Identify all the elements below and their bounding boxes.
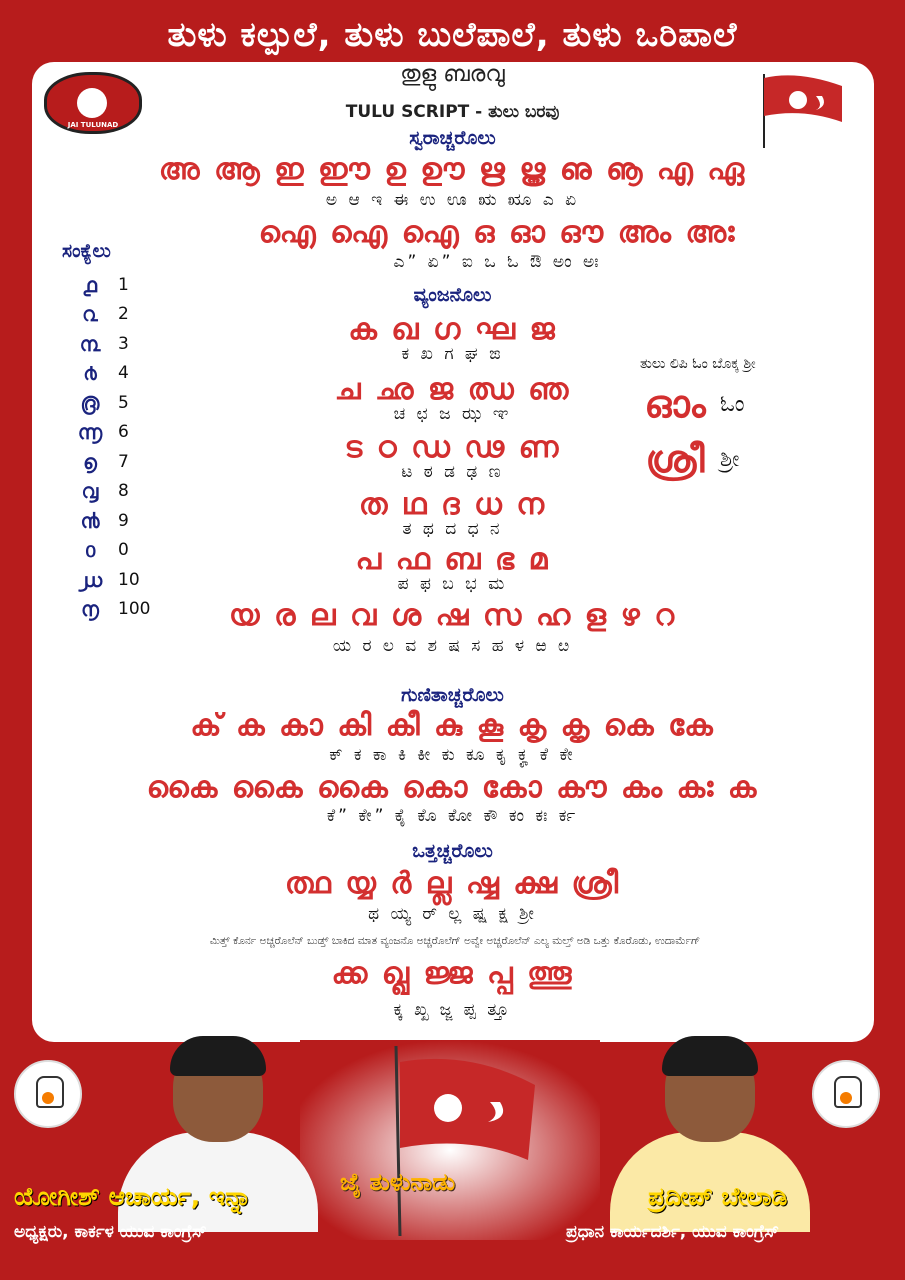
number-kannada: 7: [118, 451, 129, 472]
number-tulu: ൭: [83, 449, 97, 474]
right-person-name: ಪ್ರದೀಪ್ ಬೇಲಾಡಿ: [648, 1182, 788, 1211]
vowel-row1-tulu: അ ആ ഇ ഈ ഉ ഊ ഋ ൠ ഌ ൡ എ ഏ: [158, 152, 747, 187]
consonant-row-kannada: ಕ ಖ ಗ ಘ ಙ: [401, 344, 504, 364]
slogan-text: ತುಳು ಕಲ್ಪುಲೆ, ತುಳು ಬುಲೆಪಾಲೆ, ತುಳು ಒರಿಪಾಲೆ: [167, 15, 738, 55]
sri-kannada: ಶ್ರೀ: [720, 447, 740, 472]
vowel-row2-tulu: ഐ ഐ ഐ ഒ ഓ ഔ അം അഃ: [258, 215, 737, 250]
vowel-row1-kannada: ಅ ಆ ಇ ಈ ಉ ಊ ಋ ೠ ಎ ಏ: [325, 190, 580, 210]
sri-row: [640, 437, 860, 482]
ottu2-row-tulu: ക്ക ഖ്ഖ ജ്ജ പ്പ ത്തൂ: [331, 956, 574, 991]
consonant-row-tulu: ച ഛ ജ ഝ ഞ: [334, 372, 571, 407]
consonant-row-tulu: ക ഖ ഗ ഘ ജ: [348, 312, 557, 347]
om-sri-box: [640, 356, 860, 482]
left-person-role: ಅಧ್ಯಕ್ಷರು, ಕಾರ್ಕಳ ಯುವ ಕಾಂಗ್ರೆಸ್: [14, 1222, 207, 1242]
consonant-row-tulu: പ ഫ ബ ഭ മ: [355, 542, 550, 577]
number-kannada: 4: [118, 363, 129, 384]
vowel-row2-kannada: ಎ” ಏ” ಐ ಒ ಓ ಔ ಅಂ ಅಃ: [393, 252, 602, 272]
number-tulu: ൬: [77, 420, 103, 445]
title-tulu: തുളു ബരവു: [400, 62, 505, 87]
logo-text: JAI TULUNAD: [67, 121, 119, 129]
number-kannada: 0: [118, 540, 129, 561]
hand-dot-icon: [42, 1092, 54, 1104]
number-tulu: ൩: [79, 331, 101, 356]
number-tulu: ൱: [81, 597, 99, 622]
number-kannada: 3: [118, 333, 129, 354]
consonant-row-tulu: യ ര ല വ ശ ഷ സ ഹ ള ഴ റ: [228, 598, 677, 633]
number-kannada: 8: [118, 481, 129, 502]
ottu-row-tulu: ത്ഥ യ്യ ർ ല്ല ഷ്ഷ ക്ഷ ശ്രീ: [284, 866, 621, 901]
number-tulu: ൰: [77, 567, 103, 592]
number-tulu: ൮: [81, 479, 99, 504]
consonant-row-tulu: ത ഥ ദ ധ ന: [358, 487, 547, 522]
hand-dot-icon: [840, 1092, 852, 1104]
congress-logo-left: [14, 1060, 82, 1128]
big-flag-icon: [300, 1040, 600, 1240]
om-row: [640, 382, 860, 427]
congress-logo-right: [812, 1060, 880, 1128]
gunita-row1-kannada: ಕ್ ಕ ಕಾ ಕಿ ಕೀ ಕು ಕೂ ಕೃ ಕೄ ಕೆ ಕೇ: [329, 745, 576, 765]
number-kannada: 9: [118, 510, 129, 531]
number-tulu: ൨: [82, 302, 98, 327]
title-script: TULU SCRIPT - ತುಲು ಬರವು: [345, 102, 560, 122]
om-kannada: ಓಂ: [720, 392, 745, 417]
section-consonants: ವ್ಯಂಜನೊಲು: [413, 284, 492, 306]
consonant-row-kannada: ಪ ಫ ಬ ಭ ಮ: [397, 574, 508, 594]
number-tulu: ൦: [84, 538, 96, 563]
footer-zone: [0, 1040, 905, 1280]
consonant-row-kannada: ತ ಥ ದ ಧ ನ: [402, 519, 503, 539]
left-person-name: ಯೋಗೀಶ್ ಆಚಾರ್ಯ, ಇನ್ನಾ: [14, 1182, 252, 1211]
gunita-row1-tulu: ക് ക കാ കി കീ കു കൂ കൃ കൄ കെ കേ: [190, 708, 715, 743]
number-tulu: ൯: [80, 508, 100, 533]
gunita-row2-tulu: കൈ കൈ കൈ കൊ കോ കൗ കം കഃ ക: [146, 770, 759, 805]
ottu-note: ಮಿತ್ತ್ ಕೊರ್ನ ಅಚ್ಚರೊಲೆನ್ ಬುಡ್ತ್ ಬಾಕಿದ ಮಾತ ವ್ಯಂಜನೊ ಅಚ್ಚರೊಲೆಗ್ ಅವ್ವೇ ಅಚ್ಚರೊಲೆನ್ ಎಲ್ಯ ಮಲ್ತ್ ಅಡಿ ಒತ್ತು ಕೊರೊಡು, ಉದಾರ್ಮೆಗ್: [209, 935, 701, 947]
number-kannada: 1: [118, 274, 129, 295]
section-vowels: ಸ್ವರಾಚ್ಚರೊಲು: [409, 127, 496, 149]
om-tulu: ഓം: [644, 382, 706, 426]
person-right-hair: [662, 1036, 758, 1076]
consonant-row-kannada: ಟ ಠ ಡ ಢ ಣ: [401, 462, 504, 482]
number-kannada: 2: [118, 304, 129, 325]
sri-tulu: ശ്രീ: [645, 437, 705, 481]
consonant-row-kannada: ಚ ಛ ಜ ಝ ಞ: [393, 404, 512, 424]
ottu2-row-kannada: ಕ್ಕ ಖ್ಖ ಜ್ಜ ಪ್ಪ ತ್ತೂ: [393, 1000, 512, 1020]
number-kannada: 100: [118, 599, 151, 620]
section-ottu: ಒತ್ತಚ್ಚರೊಲು: [412, 840, 493, 862]
person-left-hair: [170, 1036, 266, 1076]
ottu-row-kannada: ಥ ಯ್ಯ ರ್ ಲ್ಲ ಷ್ಷ ಕ್ಷ ಶ್ರೀ: [368, 904, 537, 924]
om-box-heading: ತುಲು ಲಿಪಿ ಓಂ ಬೊಕ್ಕ ಶ್ರೀ: [640, 356, 756, 372]
number-kannada: 5: [118, 392, 129, 413]
numbers-heading: ಸಂಕ್ಯೆಲು: [62, 240, 111, 262]
section-gunita: ಗುಣಿತಾಚ್ಚರೊಲು: [401, 684, 504, 706]
number-kannada: 6: [118, 422, 129, 443]
consonant-row-tulu: ട ഠ ഡ ഢ ണ: [344, 430, 561, 465]
jai-tulunadu-text: ಜೈ ತುಳುನಾಡು: [340, 1168, 456, 1196]
slogan-bar: [0, 0, 905, 70]
right-person-role: ಪ್ರಧಾನ ಕಾರ್ಯದರ್ಶಿ, ಯುವ ಕಾಂಗ್ರೆಸ್: [566, 1222, 779, 1242]
number-tulu: ൫: [80, 390, 100, 415]
consonant-row-kannada: ಯ ರ ಲ ವ ಶ ಷ ಸ ಹ ಳ ಱ ೞ: [332, 636, 573, 656]
number-kannada: 10: [118, 569, 140, 590]
number-tulu: ൪: [83, 361, 97, 386]
gunita-row2-kannada: ಕೆ” ಕೇ” ಕೈ ಕೊ ಕೋ ಕೌ ಕಂ ಕಃ ರ್ಕ: [326, 806, 579, 826]
number-tulu: ൧: [83, 272, 97, 297]
